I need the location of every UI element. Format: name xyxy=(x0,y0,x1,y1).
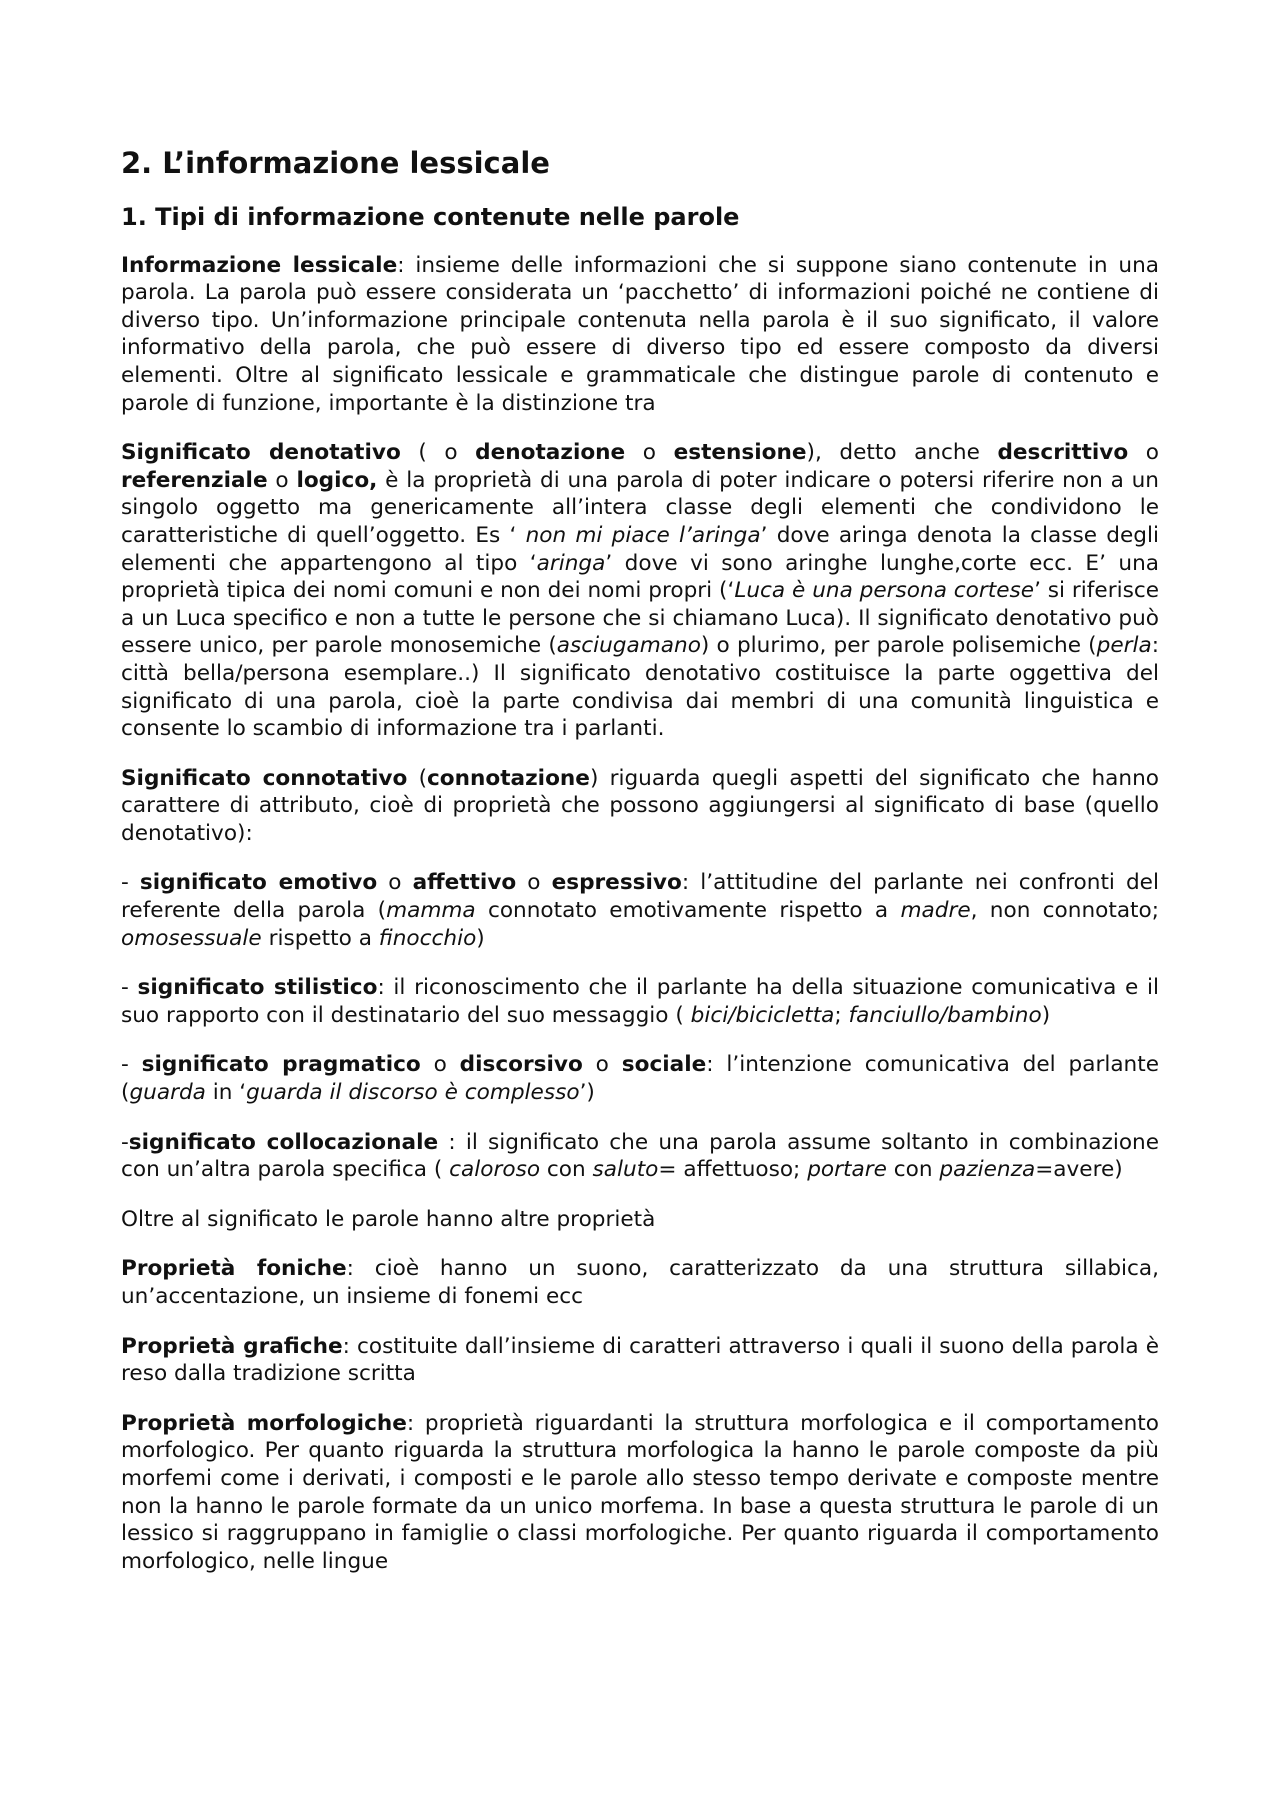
term-significato-denotativo: Significato denotativo xyxy=(121,440,401,466)
list-item-significato-stilistico: - significato stilistico: il riconoscimento che il parlante ha della situazione comunicativa e il suo rapporto con il destinatario del suo messaggio ( bici/bicicletta; fanciullo/bambino) xyxy=(121,975,1159,1028)
chapter-heading: 2. L’informazione lessicale xyxy=(121,146,550,180)
list-item-significato-emotivo: - significato emotivo o affettivo o espressivo: l’attitudine del parlante nei confronti del referente della parola (mamma connotato emotivamente rispetto a madre, non connotato; omosessuale rispetto a finocchio) xyxy=(121,870,1160,951)
section-heading: 1. Tipi di informazione contenute nelle parole xyxy=(121,202,740,231)
term-proprieta-morfologiche: Proprietà morfologiche xyxy=(121,1410,407,1436)
paragraph-significato-connotativo: Significato connotativo (connotazione) riguarda quegli aspetti del significato che hanno carattere di attributo, cioè di proprietà che possono aggiungersi al significato di base (quello denotativo): xyxy=(121,765,1159,846)
term-proprieta-foniche: Proprietà foniche xyxy=(121,1256,347,1282)
paragraph-significato-denotativo: Significato denotativo ( o denotazione o estensione), detto anche descrittivo o referenziale o logico, è la proprietà di una parola di poter indicare o potersi riferire non a un singolo oggetto ma genericamente all’intera classe degli elementi che condividono le caratteristiche di quell’oggetto. Es ‘ non mi piace l’aringa’ dove aringa denota la classe degli elementi che appartengono al tipo ‘aringa’ dove vi sono aringhe lunghe,corte ecc. E’ una proprietà tipica dei nomi comuni e non dei nomi propri (‘Luca è una persona cortese’ si riferisce a un Luca specifico e non a tutte le persone che si chiamano Luca). Il significato denotativo può essere unico, per parole monosemiche (asciugamano) o plurimo, per parole polisemiche (perla: città bella/persona esemplare..) Il significato denotativo costituisce la parte oggettiva del significato di una parola, cioè la parte condivisa dai membri di una comunità linguistica e consente lo scambio di informazione tra i parlanti. xyxy=(121,440,1160,742)
paragraph-informazione-lessicale: Informazione lessicale: insieme delle informazioni che si suppone siano contenute in una parola. La parola può essere considerata un ‘pacchetto’ di informazioni poiché ne contiene di diverso tipo. Un’informazione principale contenuta nella parola è il suo significato, il valore informativo della parola, che può essere di diverso tipo ed essere composto da diversi elementi. Oltre al significato lessicale e grammaticale che distingue parole di contenuto e parole di funzione, importante è la distinzione tra xyxy=(121,252,1159,416)
paragraph-proprieta-grafiche: Proprietà grafiche: costituite dall’insieme di caratteri attraverso i quali il suono della parola è reso dalla tradizione scritta xyxy=(121,1333,1159,1387)
term-informazione-lessicale: Informazione lessicale xyxy=(121,252,398,278)
document-page xyxy=(121,146,1159,1597)
list-item-significato-pragmatico: - significato pragmatico o discorsivo o sociale: l’intenzione comunicativa del parlante (guarda in ‘guarda il discorso è complesso’) xyxy=(121,1052,1159,1106)
term-proprieta-grafiche: Proprietà grafiche xyxy=(121,1333,343,1359)
paragraph-proprieta-foniche: Proprietà foniche: cioè hanno un suono, caratterizzato da una struttura sillabica, un’accentazione, un insieme di fonemi ecc xyxy=(121,1256,1159,1309)
term-significato-connotativo: Significato connotativo xyxy=(121,765,408,791)
paragraph-altre-proprieta: Oltre al significato le parole hanno altre proprietà xyxy=(121,1206,656,1232)
list-item-significato-collocazionale: -significato collocazionale : il significato che una parola assume soltanto in combinazione con un’altra parola specifica ( caloroso con saluto= affettuoso; portare con pazienza=avere) xyxy=(121,1129,1160,1183)
paragraph-proprieta-morfologiche: Proprietà morfologiche: proprietà riguardanti la struttura morfologica e il comportamento morfologico. Per quanto riguarda la struttura morfologica la hanno le parole composte da più morfemi come i derivati, i composti e le parole allo stesso tempo derivate e composte mentre non la hanno le parole formate da un unico morfema. In base a questa struttura le parole di un lessico si raggruppano in famiglie o classi morfologiche. Per quanto riguarda il comportamento morfologico, nelle lingue xyxy=(121,1410,1159,1574)
